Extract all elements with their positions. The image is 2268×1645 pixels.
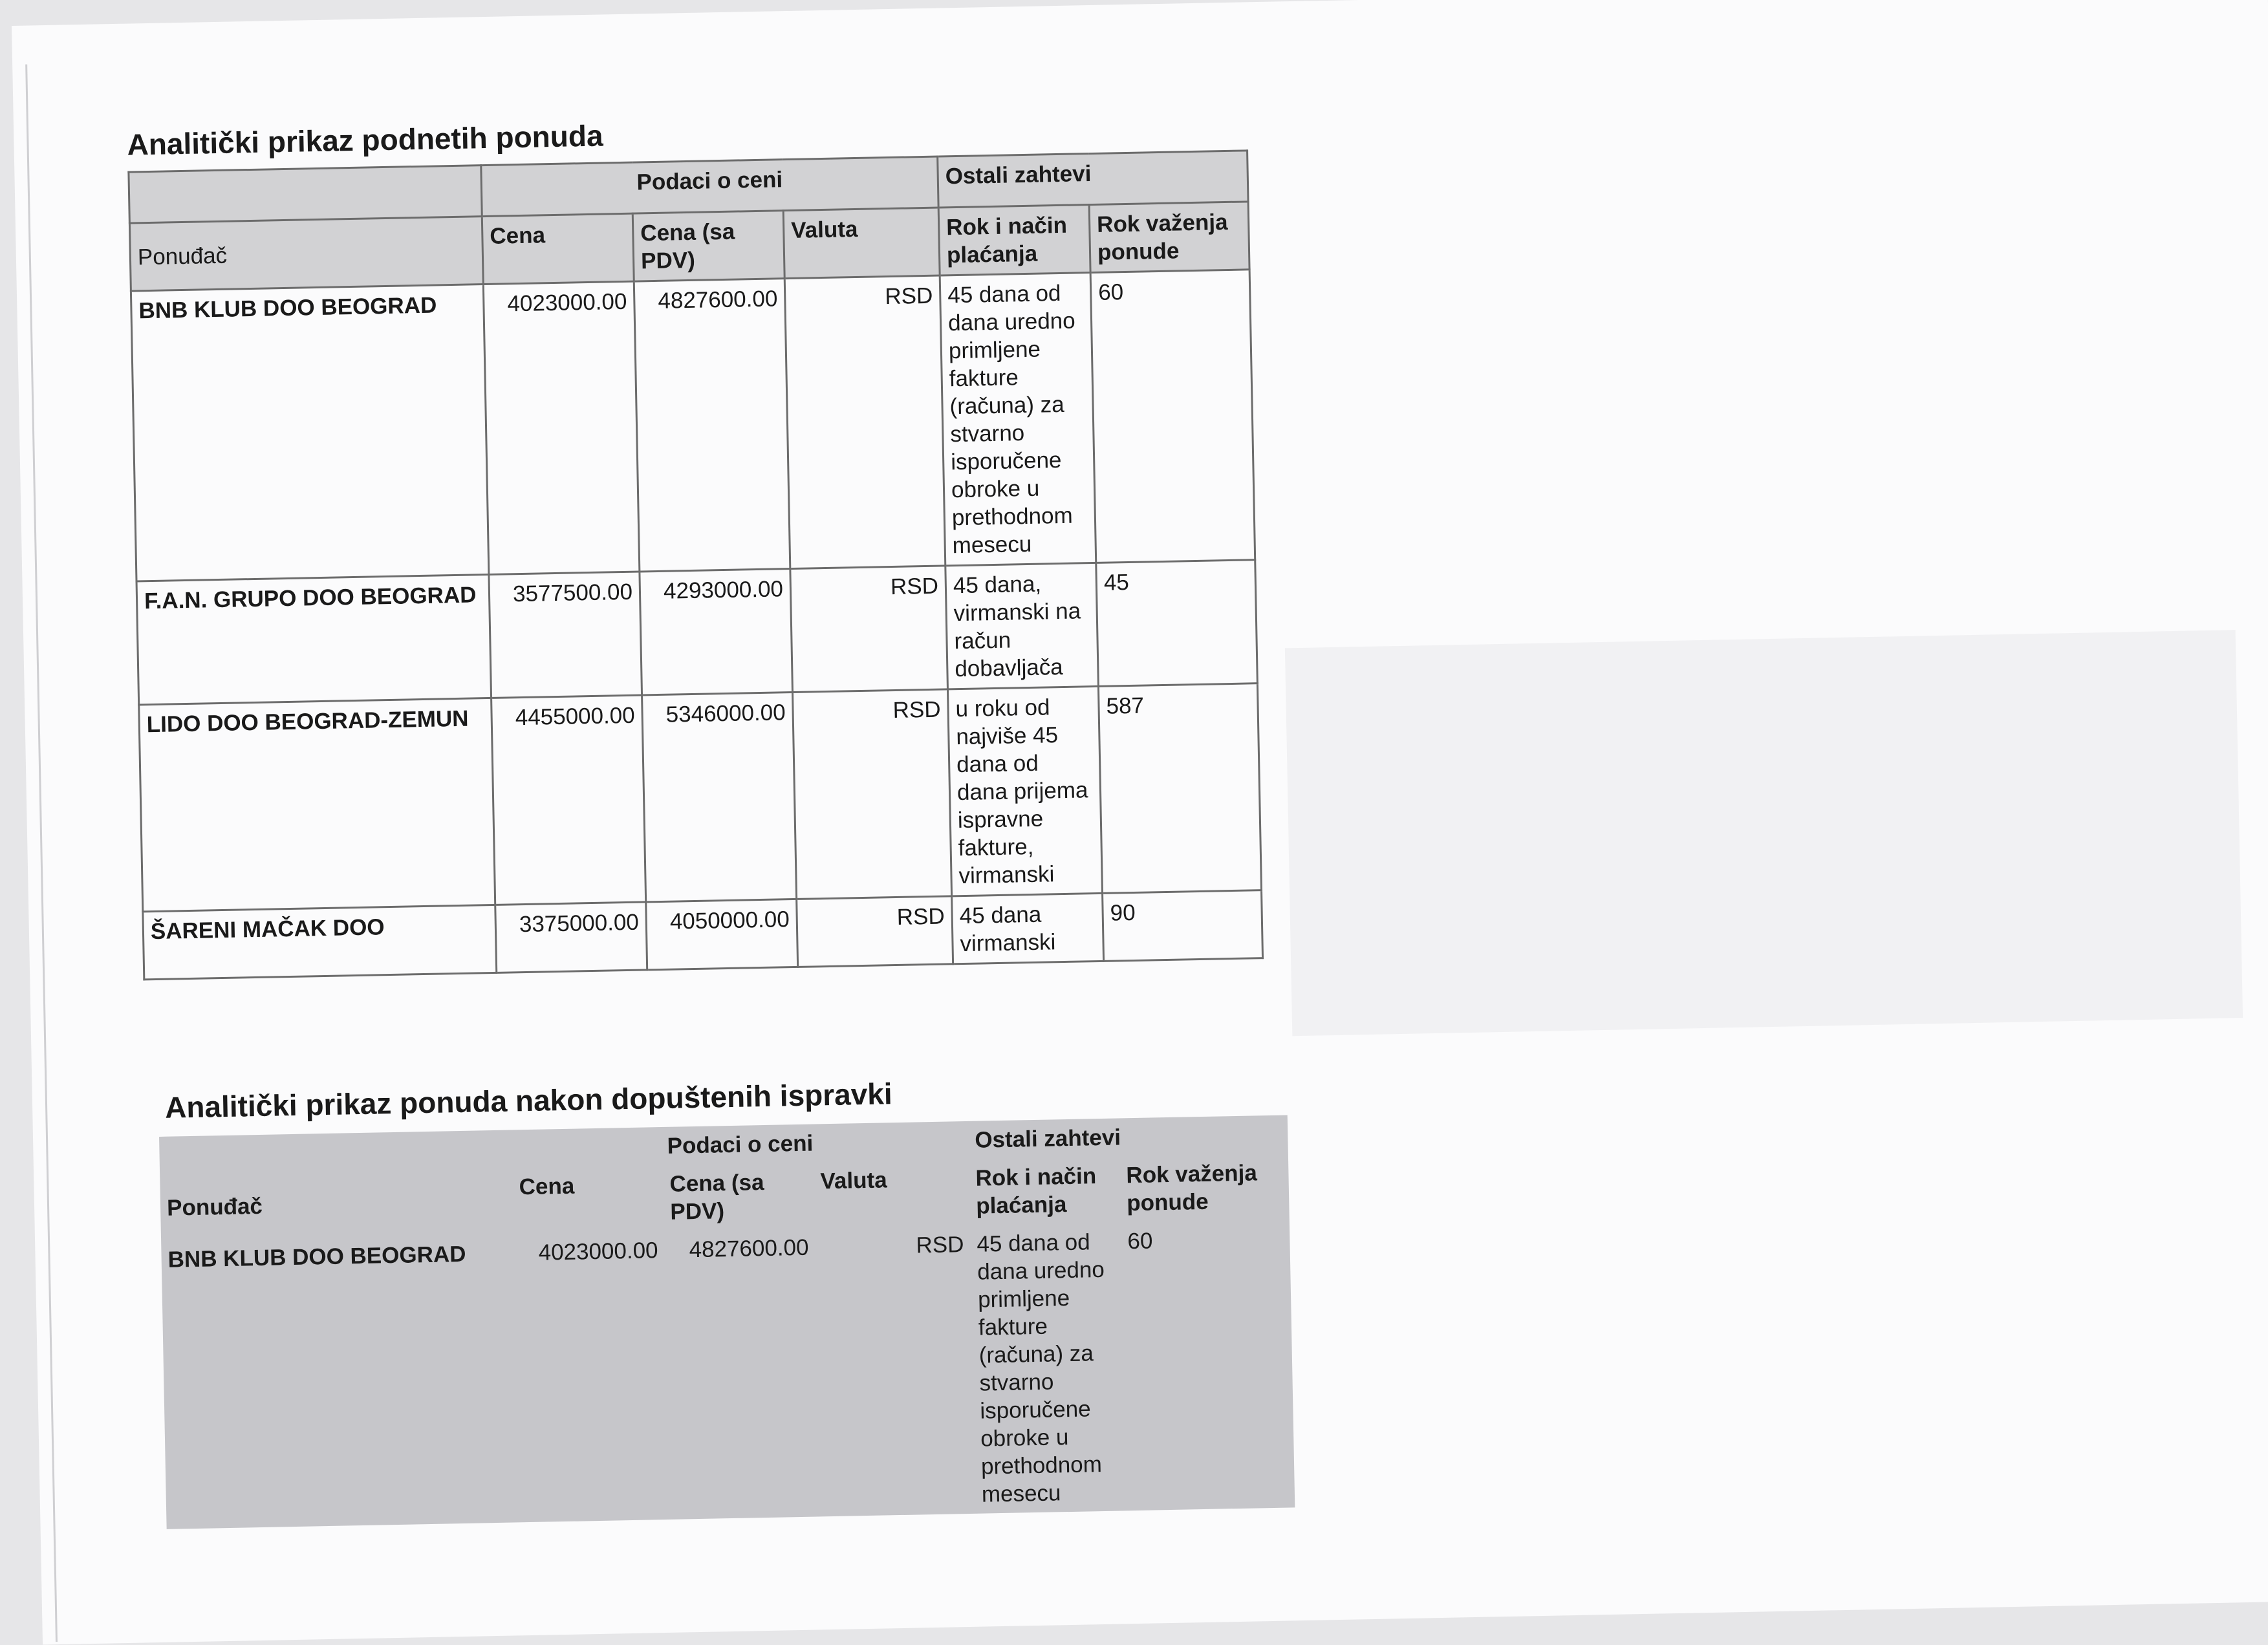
bidder-cell: BNB KLUB DOO BEOGRAD	[131, 285, 489, 581]
price-data-group-header: Podaci o ceni	[481, 156, 938, 217]
currency-column-header: Valuta	[783, 208, 940, 279]
payment-cell: 45 dana virmanski	[952, 893, 1104, 963]
bidder-cell: LIDO DOO BEOGRAD-ZEMUN	[139, 698, 495, 911]
bleed-through-area	[1285, 630, 2243, 1036]
currency-cell: RSD	[797, 896, 953, 967]
price-cell: 4023000.00	[538, 1238, 658, 1265]
empty-header-cell	[159, 1130, 512, 1174]
bidder-cell: F.A.N. GRUPO DOO BEOGRAD	[136, 574, 491, 704]
price-vat-cell: 4827600.00	[634, 279, 790, 572]
table2-title: Analitički prikaz ponuda nakon dopuštenih ispravki	[164, 1077, 893, 1124]
empty-header-cell	[129, 166, 482, 223]
price-vat-column-header: Cena (sa PDV)	[632, 211, 784, 281]
price-cell: 4023000.00	[483, 281, 640, 574]
table-row	[161, 1219, 1295, 1529]
payment-cell: 45 dana od dana uredno primljene fakture (računa) za stvarno isporučene obroke u prethodnom mesecu	[940, 273, 1096, 566]
price-cell: 3375000.00	[495, 902, 647, 973]
price-data-group-header: Podaci o ceni	[667, 1130, 814, 1159]
currency-cell: RSD	[916, 1232, 964, 1258]
payment-cell: 45 dana od dana uredno primljene fakture (računa) za stvarno isporučene obroke u prethodnom mesecu	[977, 1229, 1105, 1507]
validity-cell: 90	[1103, 890, 1263, 962]
bidder-column-header: Ponuđač	[166, 1193, 263, 1221]
price-cell: 3577500.00	[489, 572, 642, 698]
price-vat-cell: 4050000.00	[646, 899, 798, 969]
validity-column-header: Rok važenja ponude	[1089, 202, 1249, 273]
validity-cell: 60	[1090, 270, 1255, 563]
price-vat-cell: 4293000.00	[640, 569, 793, 695]
corrected-bids-table	[159, 1115, 1295, 1529]
price-vat-cell: 4827600.00	[689, 1234, 809, 1263]
validity-cell: 45	[1096, 560, 1258, 687]
bidder-cell: BNB KLUB DOO BEOGRAD	[167, 1241, 466, 1273]
table-row	[131, 270, 1255, 581]
validity-cell: 60	[1127, 1228, 1153, 1254]
other-requirements-group-header: Ostali zahtevi	[974, 1124, 1121, 1153]
bidder-column-header: Ponuđač	[129, 217, 483, 291]
payment-column-header: Rok i način plaćanja	[975, 1163, 1097, 1219]
currency-cell: RSD	[790, 566, 948, 693]
currency-column-header: Valuta	[820, 1167, 887, 1194]
other-requirements-group-header: Ostali zahtevi	[938, 151, 1248, 208]
price-column-header: Cena	[519, 1173, 575, 1200]
payment-cell: u roku od najviše 45 dana od dana prijema ispravne fakture, virmanski	[947, 686, 1102, 896]
price-column-header: Cena	[482, 213, 634, 284]
validity-cell: 587	[1098, 683, 1261, 894]
document-page	[12, 0, 2268, 1645]
price-vat-column-header: Cena (sa PDV)	[669, 1169, 764, 1225]
payment-column-header: Rok i način plaćanja	[938, 205, 1090, 275]
price-vat-cell: 5346000.00	[642, 693, 797, 902]
validity-column-header: Rok važenja ponude	[1126, 1160, 1258, 1216]
payment-cell: 45 dana, virmanski na račun dobavljača	[945, 563, 1099, 689]
currency-cell: RSD	[784, 275, 945, 569]
table-row	[139, 683, 1262, 912]
submitted-bids-table	[127, 149, 1264, 980]
currency-cell: RSD	[793, 689, 952, 899]
table1-title: Analitički prikaz podnetih ponuda	[127, 118, 603, 162]
table-row	[136, 560, 1257, 705]
page-edge	[25, 65, 58, 1642]
price-cell: 4455000.00	[491, 695, 646, 905]
bidder-cell: ŠARENI MAČAK DOO	[143, 905, 497, 979]
